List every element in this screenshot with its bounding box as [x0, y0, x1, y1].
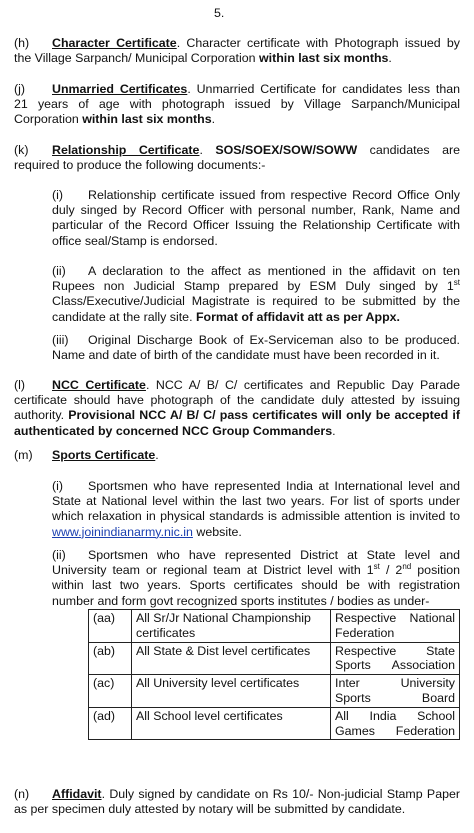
section-n — [14, 787, 460, 817]
section-n-label: (n) — [14, 787, 30, 801]
section-m-ii-text1: Sportsmen who have represented District at State level and University team or regional team at District level with 1 — [52, 548, 460, 578]
section-j-end: . — [211, 112, 216, 127]
section-k-i-text: Relationship certificate issued from respective Record Office Only duly singed by Record Officer with personal number, Rank, Name and particular of the Record Officer Issuing the Relationship Certificate with office seal/Stamp is endorsed. — [52, 188, 460, 248]
section-m-ii-text2: / 2 — [379, 563, 403, 578]
section-l-text: . NCC A/ B/ C/ certificates and Republic Day Parade certificate should have photograph of the candidate duly attested by issuing authority. — [14, 378, 460, 423]
section-h-end: . — [388, 51, 392, 66]
section-n-title: Affidavit — [52, 787, 102, 801]
section-k-ii-bold: Format of affidavit att as per Appx. — [195, 309, 400, 324]
section-k-iii-text: Original Discharge Book of Ex-Serviceman also to be produced. Name and date of birth of the candidate must have been recorded in it. — [52, 333, 460, 363]
section-k — [14, 143, 460, 173]
section-k-ii-sup: st — [453, 278, 460, 288]
table-row — [89, 642, 460, 675]
table-cell-code: (ab) — [89, 642, 132, 675]
table-cell-body: Respective National Federation — [331, 610, 460, 643]
section-m-ii-sup2: nd — [402, 562, 412, 572]
section-m-ii-sup1: st — [373, 562, 380, 572]
section-h-label: (h) — [14, 36, 30, 50]
section-j-text: . Unmarried Certificate for candidates less than 21 years of age with photograph issued by Village Sarpanch/Municipal Corporation — [14, 82, 460, 127]
table-cell-body: Respective State Sports Association — [331, 642, 460, 675]
section-m-i — [52, 479, 460, 540]
section-j-bold: within last six months — [82, 112, 212, 127]
table-row — [89, 610, 460, 643]
section-k-i — [52, 188, 460, 249]
section-m-ii — [52, 548, 460, 609]
section-k-iii — [52, 333, 460, 363]
section-h-bold: within last six months — [258, 51, 389, 66]
joinindianarmy-link[interactable]: www.joinindianarmy.nic.in — [52, 524, 193, 539]
table-row — [89, 675, 460, 708]
section-k-ii-text2: Class/Executive/Judicial Magistrate is required to be submitted by the candidate at the rally site. — [52, 294, 460, 324]
section-n-text: . Duly signed by candidate on Rs 10/- Non-judicial Stamp Paper as per specimen duly attested by notary will be submitted by candidate. — [14, 787, 460, 817]
section-l — [14, 378, 460, 439]
table-row — [89, 707, 460, 740]
section-l-label: (l) — [14, 378, 26, 392]
section-k-i-label: (i) — [52, 188, 64, 202]
section-k-bold: SOS/SOEX/SOW/SOWW — [215, 143, 358, 157]
section-h — [14, 36, 460, 66]
section-m-end: . — [155, 448, 159, 462]
table-cell-body: All India School Games Federation — [331, 707, 460, 740]
section-l-title: NCC Certificate — [52, 378, 146, 392]
section-h-text: . Character certificate with Photograph issued by the Village Sarpanch/ Municipal Corporation — [14, 36, 460, 66]
section-j-label: (j) — [14, 82, 26, 96]
section-m-label: (m) — [14, 448, 33, 462]
section-l-bold: Provisional NCC A/ B/ C/ pass certificates will only be accepted if authenticated by concerned NCC Group Commanders — [14, 408, 460, 438]
section-j — [14, 82, 460, 128]
section-k-ii-label: (ii) — [52, 264, 66, 278]
section-k-ii-text1: A declaration to the affect as mentioned in the affidavit on ten Rupees non Judicial Stamp prepared by ESM Duly singed by 1 — [52, 264, 460, 294]
table-cell-level: All University level certificates — [132, 675, 331, 708]
table-cell-code: (ad) — [89, 707, 132, 740]
section-l-end: . — [332, 423, 336, 438]
section-k-text: . — [199, 143, 216, 157]
section-k-iii-label: (iii) — [52, 333, 69, 347]
section-m-i-end: website. — [192, 524, 242, 539]
section-j-title: Unmarried Certificates — [52, 82, 188, 96]
page-number: 5. — [214, 6, 225, 20]
section-m-i-text: Sportsmen who have represented India at International level and State at National level within the last two years. For list of sports under which relaxation in physical standards is admissible attention is invited to — [52, 479, 460, 524]
section-m-ii-label: (ii) — [52, 548, 66, 562]
table-cell-code: (ac) — [89, 675, 132, 708]
table-cell-code: (aa) — [89, 610, 132, 643]
table-cell-body: Inter University Sports Board — [331, 675, 460, 708]
table-cell-level: All State & Dist level certificates — [132, 642, 331, 675]
section-k-ii — [52, 264, 460, 325]
section-h-title: Character Certificate — [52, 36, 177, 50]
section-k-label: (k) — [14, 143, 29, 157]
section-m-ii-text3: position within last two years. Sports certificates should be with registration number and form govt recognized sports institutes / bodies as under- — [52, 563, 460, 608]
table-cell-level: All Sr/Jr National Championship certificates — [132, 610, 331, 643]
section-m — [14, 448, 460, 463]
table-cell-level: All School level certificates — [132, 707, 331, 740]
section-m-i-label: (i) — [52, 479, 64, 493]
sports-certificate-table — [88, 609, 460, 740]
section-k-title: Relationship Certificate — [52, 143, 200, 157]
section-m-title: Sports Certificate — [52, 448, 156, 462]
section-k-end: candidates are required to produce the following documents:- — [14, 143, 461, 173]
